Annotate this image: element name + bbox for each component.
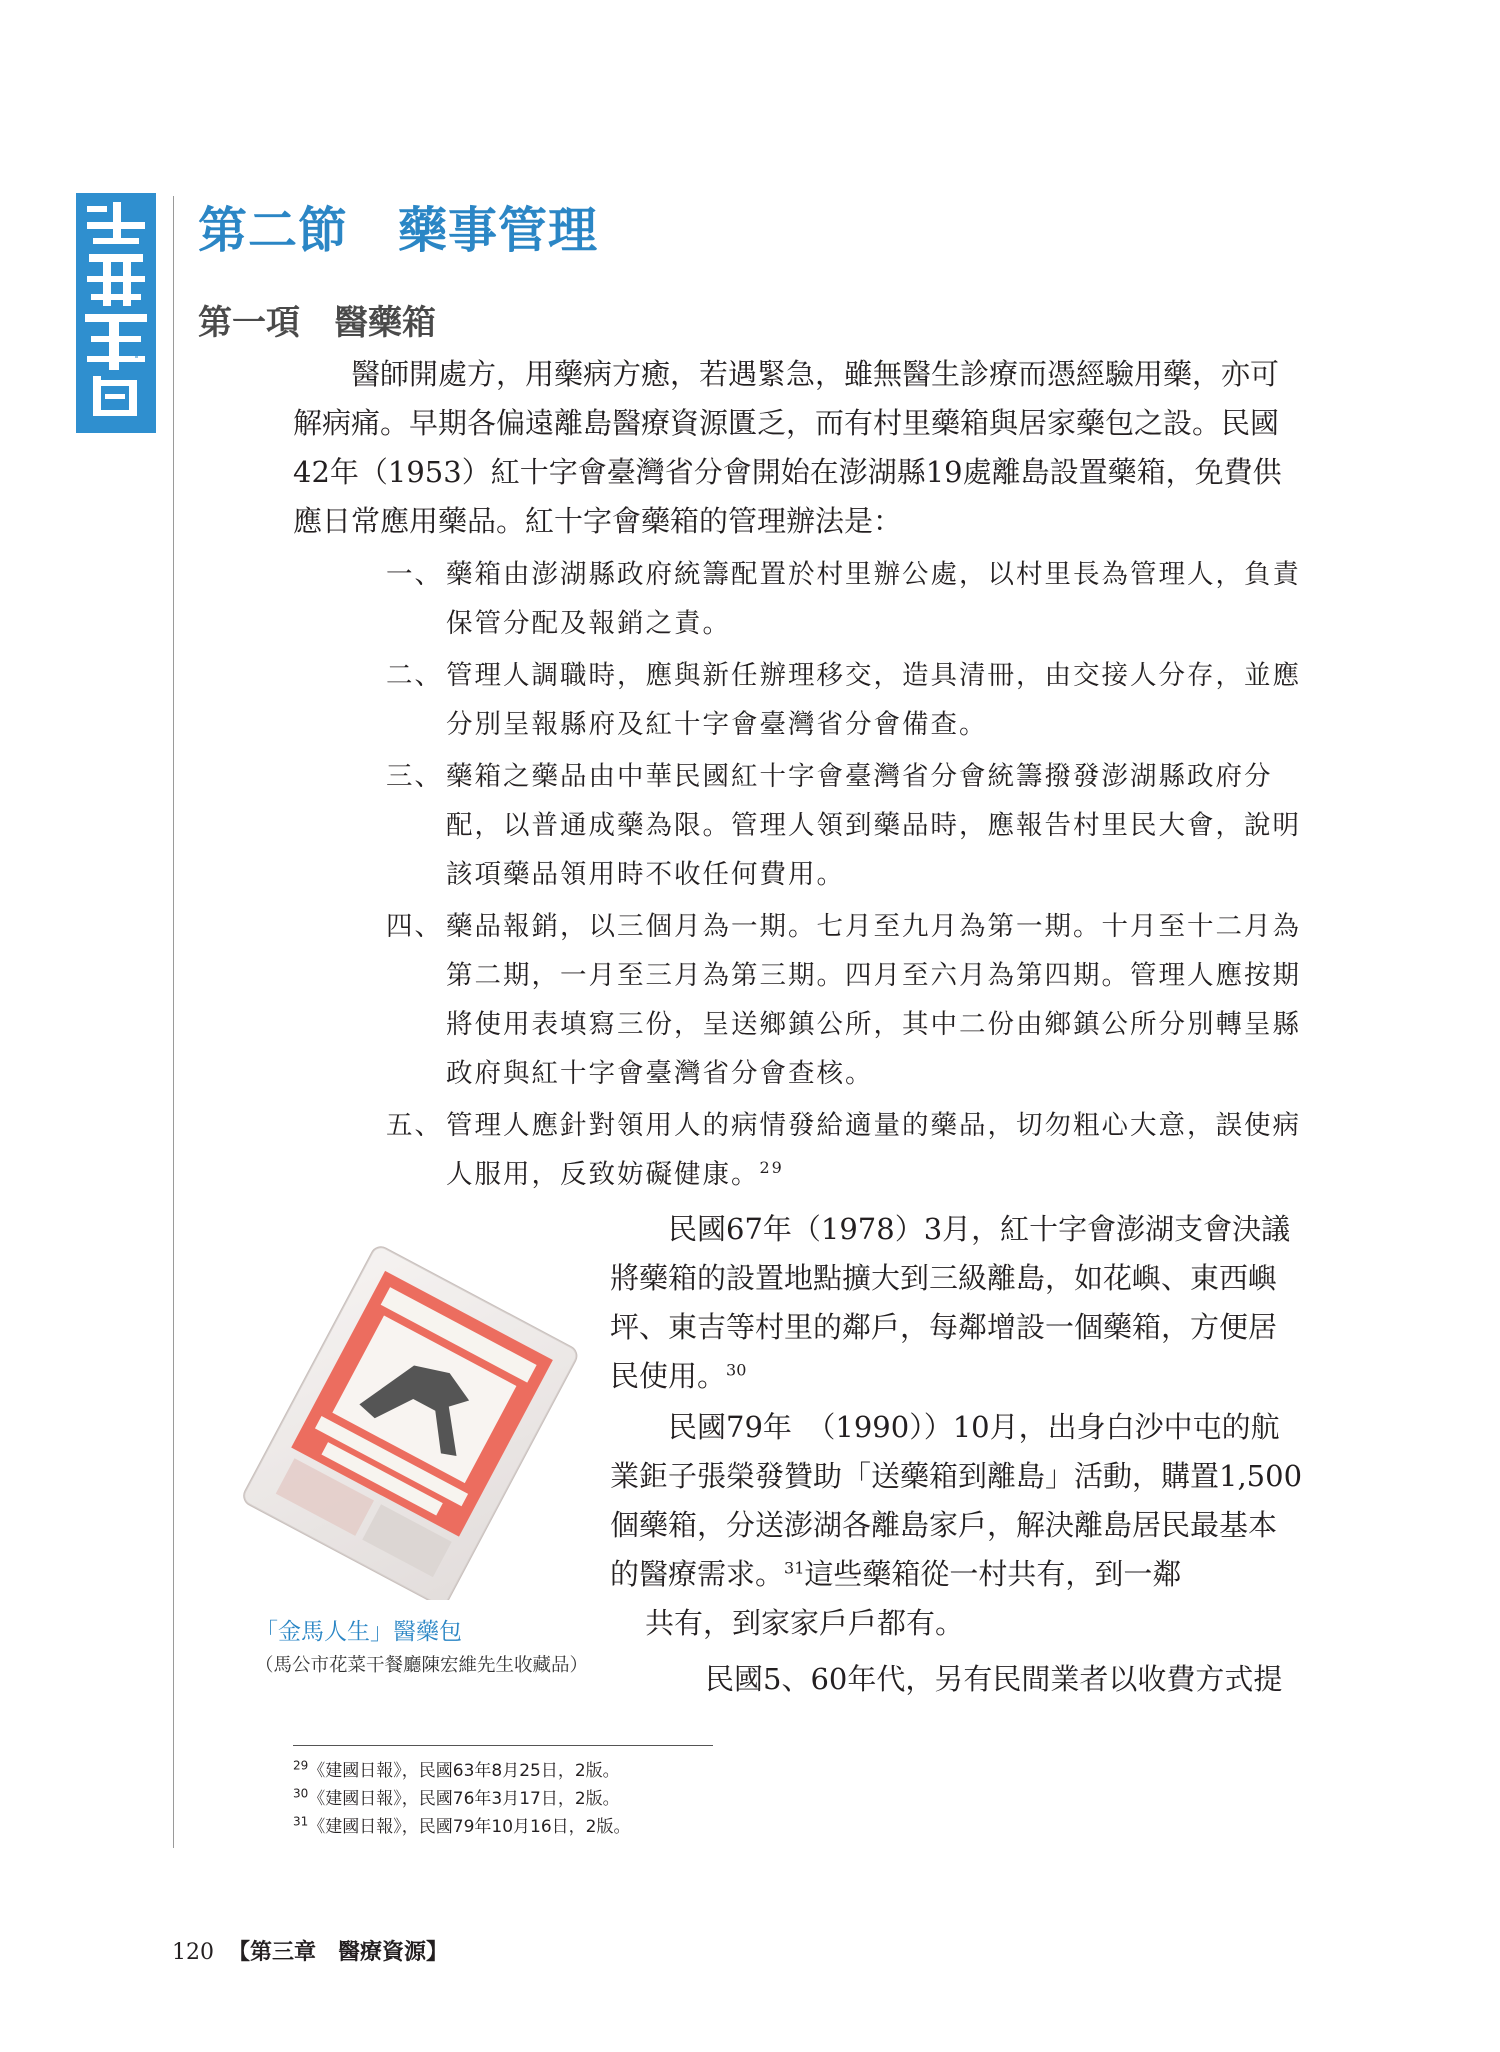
list-item-number: 二、	[386, 660, 443, 691]
footnote-rule	[293, 1745, 713, 1746]
footnote-text: 《建國日報》，民國76年3月17日，2版。	[308, 1789, 620, 1809]
list-item	[386, 550, 1306, 648]
list-item	[386, 902, 1306, 1098]
paragraph-1978	[610, 1205, 1305, 1401]
margin-rule	[173, 196, 174, 1848]
list-item-text: 藥箱由澎湖縣政府統籌配置於村里辦公處，以村里長為管理人，負責保管分配及報銷之責。	[446, 559, 1301, 639]
paragraph-1990-tail	[645, 1599, 1305, 1648]
footnote-text: 《建國日報》，民國79年10月16日，2版。	[308, 1817, 631, 1837]
footnotes	[293, 1757, 631, 1841]
paragraph-1978-text: 民國67年（1978）3月，紅十字會澎湖支會決議將藥箱的設置地點擴大到三級離島，如花嶼、東西嶼坪、東吉等村里的鄰戶，每鄰增設一個藥箱，方便居民使用。	[610, 1212, 1291, 1393]
list-item	[386, 752, 1306, 899]
list-item-text: 管理人調職時，應與新任辦理移交，造具清冊，由交接人分存，並應分別呈報縣府及紅十字會臺灣省分會備查。	[446, 660, 1301, 740]
rules-list	[386, 550, 1306, 1202]
paragraph-last-text: 民國5、60年代，另有民間業者以收費方式提	[705, 1662, 1283, 1696]
list-item	[386, 1101, 1306, 1199]
footnote-number: 29	[293, 1758, 309, 1773]
paragraph-1990-text: 民國79年 （1990））10月，出身白沙中屯的航業鉅子張榮發贊助「送藥箱到離島」活動，購置1,500個藥箱，分送澎湖各離島家戶，解決離島居民最基本的醫療需求。	[610, 1410, 1303, 1591]
page-footer	[172, 1935, 448, 1966]
section-title: 第二節 藥事管理	[198, 201, 599, 259]
paragraph-last	[610, 1655, 1305, 1704]
list-item-number: 三、	[386, 761, 443, 792]
footnote	[293, 1785, 631, 1813]
list-item-number: 五、	[386, 1110, 443, 1141]
footnote-number: 31	[293, 1814, 309, 1829]
photo-caption-note: （馬公市花菜干餐廳陳宏維先生收藏品）	[255, 1655, 589, 1676]
medicine-pack-photo	[238, 1240, 583, 1600]
list-item-text: 藥品報銷，以三個月為一期。七月至九月為第一期。十月至十二月為第二期，一月至三月為第三期。四月至六月為第四期。管理人應按期將使用表填寫三份，呈送鄉鎮公所，其中二份由鄉鎮公所分別轉呈縣政府與紅十字會臺灣省分會查核。	[446, 911, 1301, 1089]
photo-caption-title: 「金馬人生」醫藥包	[255, 1619, 462, 1645]
list-item-number: 四、	[386, 911, 443, 942]
intro-text: 醫師開處方，用藥病方癒，若遇緊急，雖無醫生診療而憑經驗用藥，亦可解病痛。早期各偏遠離島醫療資源匱乏，而有村里藥箱與居家藥包之設。民國42年（1953）紅十字會臺灣省分會開始在澎湖縣19處離島設置藥箱，免費供應日常應用藥品。紅十字會藥箱的管理辦法是：	[293, 357, 1282, 538]
paragraph-1990-text-cont: 這些藥箱從一村共有，到一鄰	[804, 1557, 1182, 1591]
list-item-number: 一、	[386, 559, 443, 590]
chapter-emblem-graphic	[79, 196, 153, 430]
list-item-text: 管理人應針對領用人的病情發給適量的藥品，切勿粗心大意，誤使病人服用，反致妨礙健康。	[446, 1110, 1301, 1190]
list-item	[386, 651, 1306, 749]
footnote-ref: 30	[726, 1360, 747, 1380]
footnote-text: 《建國日報》，民國63年8月25日，2版。	[308, 1761, 620, 1781]
list-item-text: 藥箱之藥品由中華民國紅十字會臺灣省分會統籌撥發澎湖縣政府分配，以普通成藥為限。管理人領到藥品時，應報告村里民大會，說明該項藥品領用時不收任何費用。	[446, 761, 1301, 890]
footnote	[293, 1813, 631, 1841]
item-title: 第一項 醫藥箱	[198, 303, 436, 343]
paragraph-1990	[610, 1403, 1305, 1599]
paragraph-1990-tail-text: 共有，到家家戶戶都有。	[645, 1606, 965, 1640]
footnote-ref: 29	[759, 1158, 784, 1178]
chapter-label: 【第三章 醫療資源】	[228, 1939, 449, 1965]
intro-paragraph	[293, 350, 1305, 546]
footnote-number: 30	[293, 1786, 309, 1801]
footnote	[293, 1757, 631, 1785]
chapter-emblem	[76, 193, 156, 433]
page-number: 120	[172, 1940, 214, 1965]
footnote-ref: 31	[784, 1558, 805, 1578]
